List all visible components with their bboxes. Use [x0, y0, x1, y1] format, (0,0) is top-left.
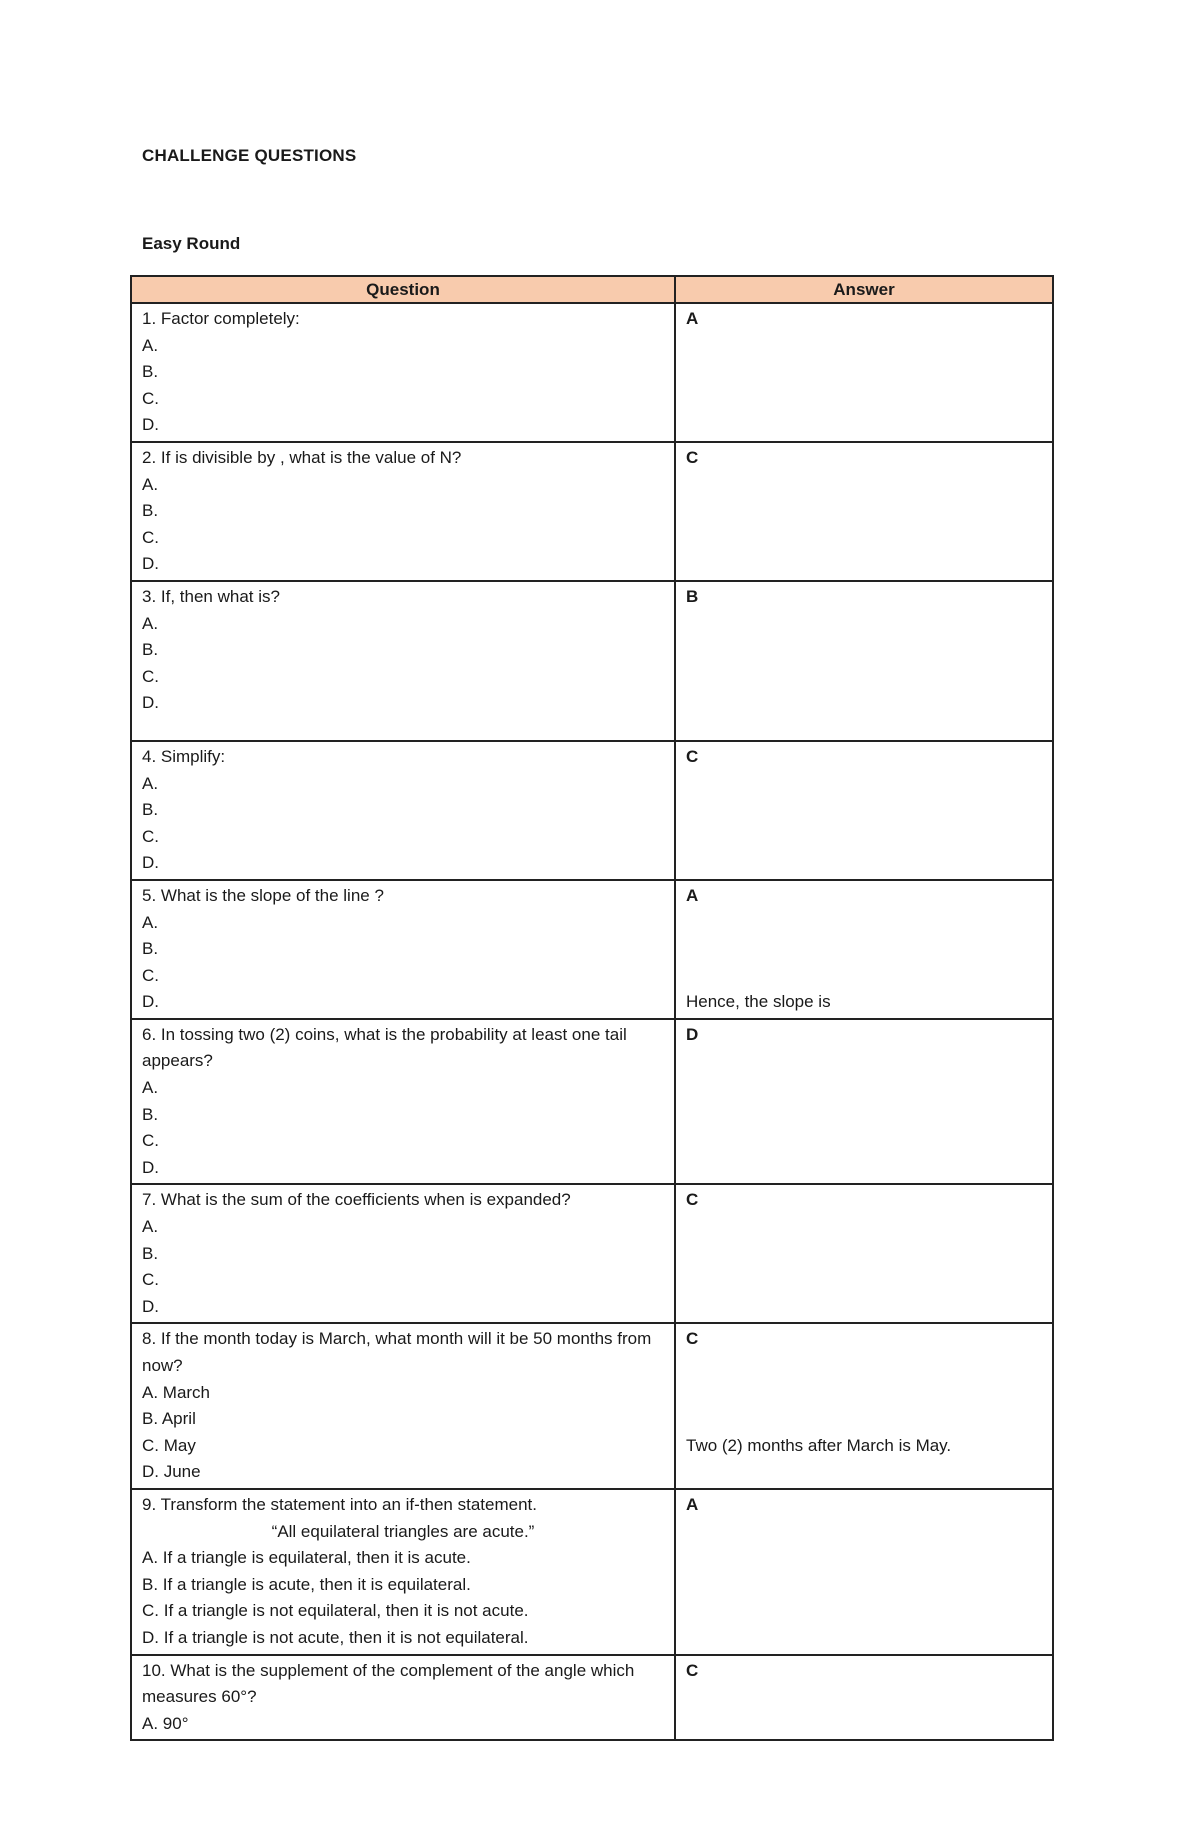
question-text: 7. What is the sum of the coefficients when is expanded? — [142, 1190, 571, 1210]
choice: B. — [142, 640, 159, 660]
quoted-statement: “All equilateral triangles are acute.” — [271, 1521, 535, 1541]
choice: A. — [142, 1078, 159, 1098]
choice: A. — [142, 474, 159, 494]
question-text: 8. If the month today is March, what month will it be 50 months from now? — [142, 1329, 652, 1375]
table-row — [131, 1019, 1053, 1185]
question-cell — [131, 1019, 675, 1185]
table-row — [131, 1489, 1053, 1655]
answer-letter: B — [686, 586, 699, 606]
table-row — [131, 1184, 1053, 1323]
answer-cell — [675, 442, 1053, 581]
choice: D. — [142, 992, 159, 1012]
question-cell — [131, 303, 675, 442]
answer-cell — [675, 1323, 1053, 1489]
question-cell — [131, 1489, 675, 1655]
answer-letter: C — [686, 1660, 699, 1680]
choice: A. — [142, 613, 159, 633]
question-text: 9. Transform the statement into an if-then statement. — [142, 1494, 537, 1514]
table-row — [131, 880, 1053, 1019]
answer-letter: C — [686, 1190, 699, 1210]
choice: B. — [142, 939, 159, 959]
answer-cell — [675, 741, 1053, 880]
choice: B. — [142, 1104, 159, 1124]
choice: B. — [142, 1243, 159, 1263]
choice: D. June — [142, 1462, 201, 1482]
answer-letter: C — [686, 1329, 699, 1349]
question-text: 10. What is the supplement of the complement of the angle which measures 60°? — [142, 1660, 635, 1707]
answer-letter: C — [686, 746, 699, 766]
choice: C. — [142, 965, 159, 985]
table-header-row — [131, 276, 1053, 303]
choice: A. — [142, 1217, 159, 1237]
question-text: 5. What is the slope of the line ? — [142, 885, 384, 905]
question-text: 2. If is divisible by , what is the value of N? — [142, 447, 462, 467]
questions-table — [130, 275, 1054, 1741]
choice: C. May — [142, 1435, 196, 1455]
table-row — [131, 581, 1053, 741]
choice: B. — [142, 501, 159, 521]
choice: B. — [142, 362, 159, 382]
answer-note: Two (2) months after March is May. — [686, 1436, 952, 1456]
answer-cell — [675, 1184, 1053, 1323]
document-title: CHALLENGE QUESTIONS — [142, 146, 357, 165]
question-cell — [131, 581, 675, 741]
answer-letter: A — [686, 885, 699, 905]
question-text: 3. If, then what is? — [142, 586, 280, 606]
table-row — [131, 442, 1053, 581]
answer-cell — [675, 303, 1053, 442]
question-column-header: Question — [131, 276, 675, 303]
choice: D. — [142, 554, 159, 574]
question-text: 1. Factor completely: — [142, 309, 300, 328]
question-cell — [131, 880, 675, 1019]
choice: B. If a triangle is acute, then it is equilateral. — [142, 1574, 471, 1594]
table-row — [131, 741, 1053, 880]
choice: C. — [142, 666, 159, 686]
answer-letter: A — [686, 309, 699, 328]
question-cell — [131, 741, 675, 880]
question-text: 6. In tossing two (2) coins, what is the probability at least one tail appears? — [142, 1024, 627, 1071]
answer-cell — [675, 1655, 1053, 1741]
choice: A. 90° — [142, 1713, 189, 1733]
table-row — [131, 303, 1053, 442]
choice: A. — [142, 912, 159, 932]
answer-column-header: Answer — [675, 276, 1053, 303]
answer-cell — [675, 1019, 1053, 1185]
answer-note: Hence, the slope is — [686, 992, 831, 1012]
choice: B. — [142, 800, 159, 820]
choice: B. April — [142, 1409, 196, 1429]
choice: C. — [142, 1270, 159, 1290]
table-row — [131, 1323, 1053, 1489]
question-cell — [131, 1184, 675, 1323]
table-row — [131, 1655, 1053, 1741]
answer-letter: C — [686, 447, 699, 467]
choice: C. If a triangle is not equilateral, then it is not acute. — [142, 1601, 529, 1621]
answer-cell — [675, 581, 1053, 741]
choice: A. March — [142, 1382, 211, 1402]
choice: A. — [142, 335, 159, 355]
choice: C. — [142, 1131, 159, 1151]
round-title: Easy Round — [142, 234, 241, 253]
question-text: 4. Simplify: — [142, 746, 226, 766]
answer-letter: A — [686, 1494, 699, 1514]
answer-cell — [675, 1489, 1053, 1655]
choice: D. — [142, 1157, 159, 1177]
choice: A. — [142, 773, 159, 793]
answer-letter: D — [686, 1024, 699, 1044]
choice: D. If a triangle is not acute, then it is not equilateral. — [142, 1627, 529, 1647]
answer-cell — [675, 880, 1053, 1019]
choice: A. If a triangle is equilateral, then it is acute. — [142, 1548, 471, 1568]
question-cell — [131, 1655, 675, 1741]
choice: C. — [142, 527, 159, 547]
choice: D. — [142, 853, 159, 873]
choice: D. — [142, 693, 159, 713]
choice: C. — [142, 388, 159, 408]
question-cell — [131, 1323, 675, 1489]
choice: C. — [142, 826, 159, 846]
choice: D. — [142, 1296, 159, 1316]
choice: D. — [142, 415, 159, 435]
question-cell — [131, 442, 675, 581]
